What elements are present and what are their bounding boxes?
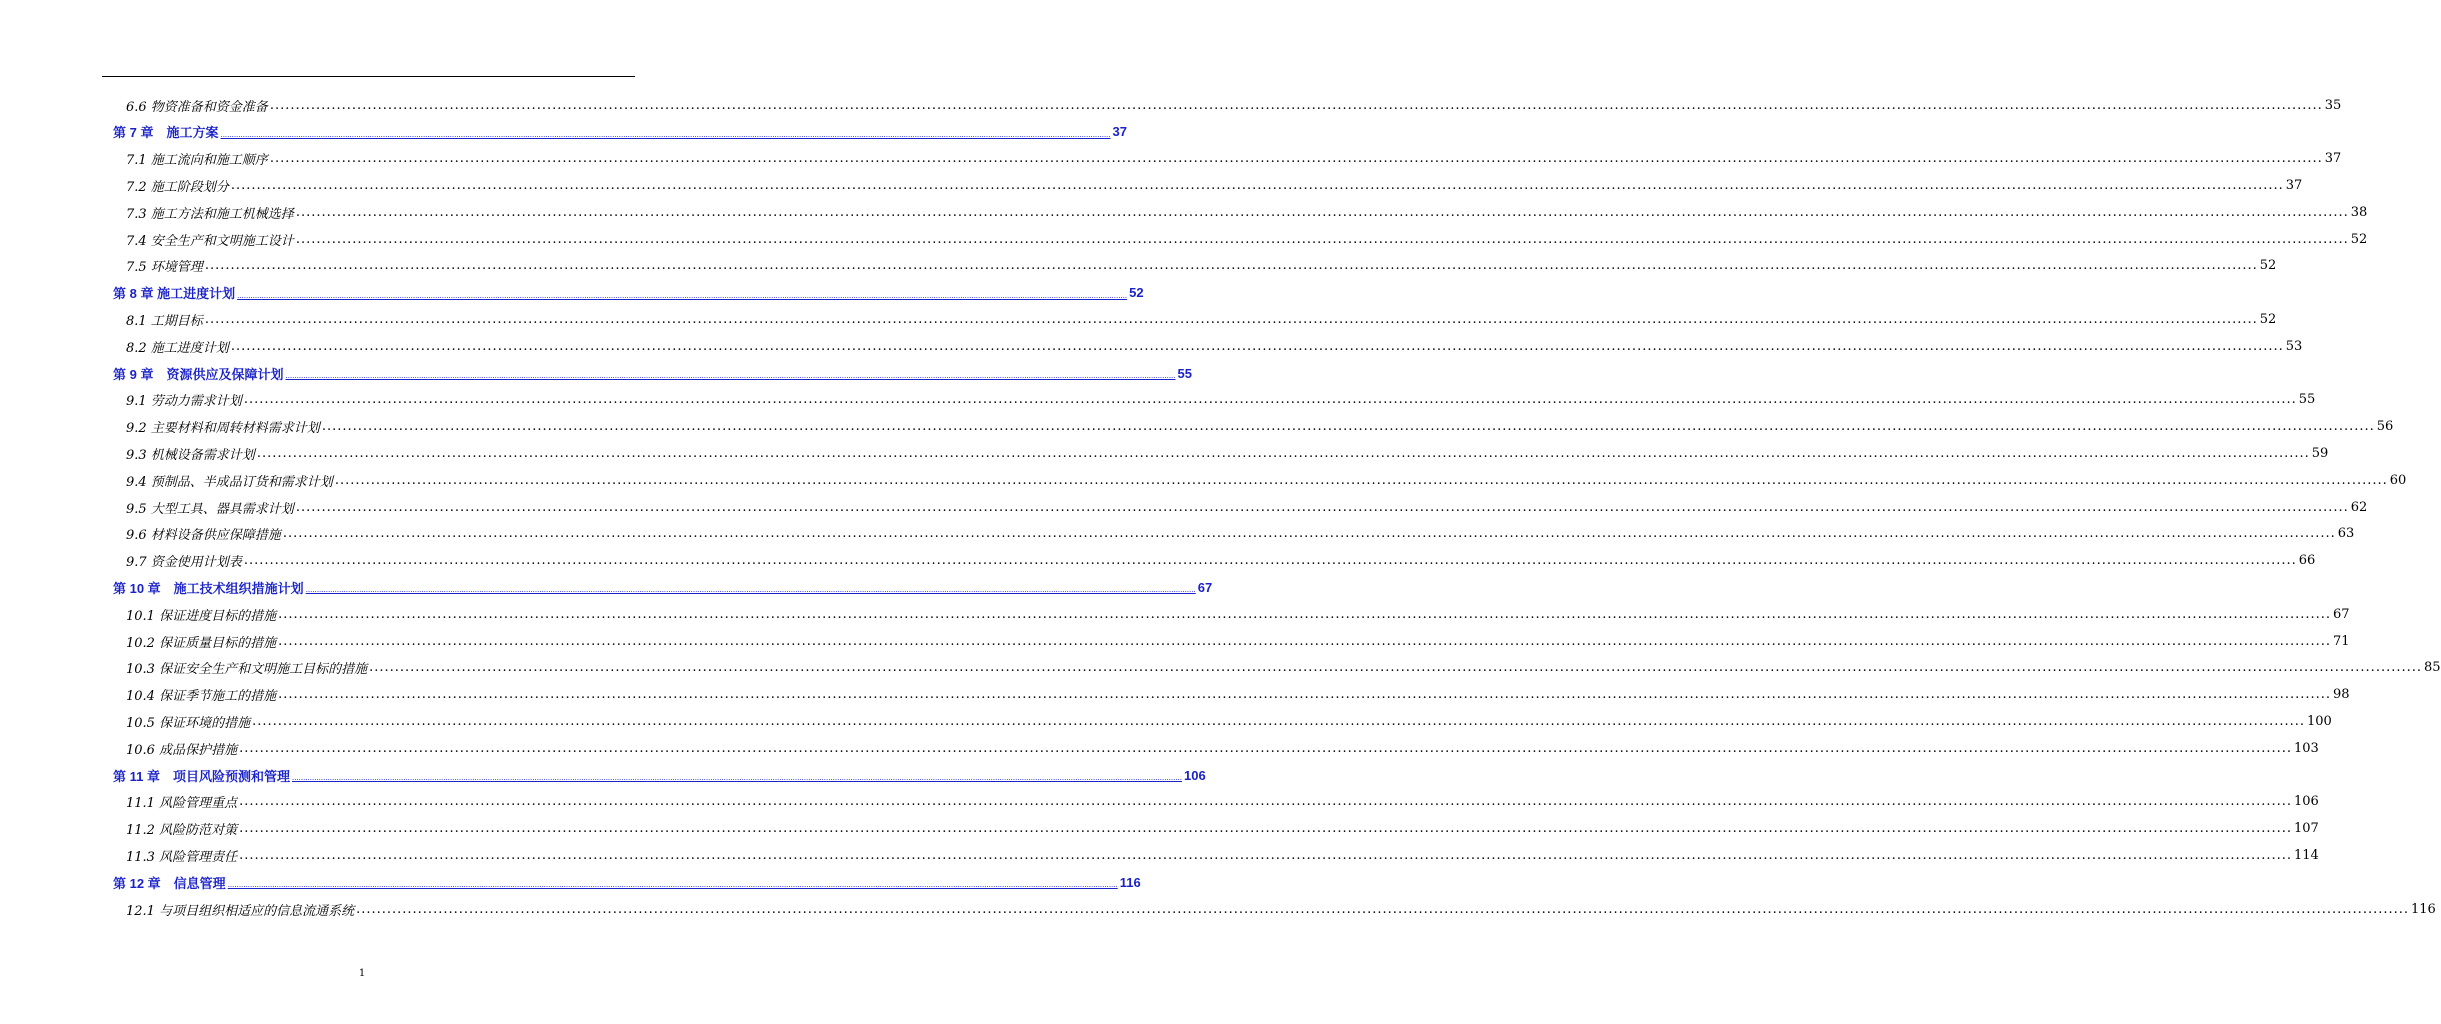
toc-entry-title: 第 9 章 资源供应及保障计划 [113, 366, 284, 382]
toc-dot-leader: ................................................................................................................................................................................................................................................................................................................................................................................................................ [285, 372, 1176, 380]
toc-entry-page: 52 [2259, 311, 2277, 327]
toc-entry-title: 第 11 章 项目风险预测和管理 [113, 768, 290, 784]
toc-chapter-entry[interactable] [113, 119, 1127, 145]
toc-dot-leader: ................................................................................................................................................................................................................................................................................................................................................................................................................ [256, 445, 2310, 461]
toc-entry-title: 9.4 预制品、半成品订货和需求计划 [126, 474, 333, 490]
toc-entry-page: 53 [2285, 338, 2303, 354]
toc-dot-leader: ................................................................................................................................................................................................................................................................................................................................................................................................................ [334, 472, 2388, 488]
toc-entry-title: 9.2 主要材料和周转材料需求计划 [126, 421, 320, 437]
toc-section-entry[interactable] [126, 842, 2319, 868]
toc-dot-leader: ................................................................................................................................................................................................................................................................................................................................................................................................................ [230, 338, 2284, 354]
toc-section-entry[interactable] [126, 601, 2350, 627]
toc-section-entry[interactable] [126, 226, 2368, 252]
toc-entry-title: 第 10 章 施工技术组织措施计划 [113, 580, 304, 596]
toc-chapter-entry[interactable] [113, 574, 1213, 600]
toc-section-entry[interactable] [126, 146, 2342, 172]
toc-dot-leader: ................................................................................................................................................................................................................................................................................................................................................................................................................ [369, 660, 2423, 676]
toc-entry-title: 11.3 风险管理责任 [126, 849, 238, 865]
toc-entry-title: 10.2 保证质量目标的措施 [126, 635, 277, 651]
toc-entry-page: 85 [2424, 660, 2441, 676]
toc-entry-page: 38 [2350, 204, 2368, 220]
toc-dot-leader: ................................................................................................................................................................................................................................................................................................................................................................................................................ [278, 633, 2332, 649]
toc-dot-leader: ................................................................................................................................................................................................................................................................................................................................................................................................................ [239, 740, 2293, 756]
toc-section-entry[interactable] [126, 440, 2329, 466]
toc-entry-title: 6.6 物资准备和资金准备 [126, 99, 268, 115]
toc-dot-leader: ................................................................................................................................................................................................................................................................................................................................................................................................................ [295, 231, 2349, 247]
toc-chapter-entry[interactable] [113, 762, 1206, 788]
toc-dot-leader: ................................................................................................................................................................................................................................................................................................................................................................................................................ [204, 258, 2258, 274]
toc-entry-title: 第 7 章 施工方案 [113, 125, 219, 141]
header-rule [102, 76, 635, 77]
toc-section-entry[interactable] [126, 628, 2350, 654]
toc-entry-title: 7.2 施工阶段划分 [126, 179, 229, 195]
toc-entry-title: 10.4 保证季节施工的措施 [126, 689, 277, 705]
toc-section-entry[interactable] [126, 789, 2319, 815]
toc-dot-leader: ................................................................................................................................................................................................................................................................................................................................................................................................................ [220, 130, 1111, 139]
toc-entry-title: 8.1 工期目标 [126, 313, 203, 329]
toc-entry-page: 37 [2324, 151, 2342, 167]
toc-entry-title: 7.4 安全生产和文明施工设计 [126, 233, 294, 249]
toc-entry-title: 10.6 成品保护措施 [126, 742, 238, 758]
toc-section-entry[interactable] [126, 655, 2441, 681]
toc-dot-leader: ................................................................................................................................................................................................................................................................................................................................................................................................................ [305, 586, 1196, 595]
toc-dot-leader: ................................................................................................................................................................................................................................................................................................................................................................................................................ [295, 204, 2349, 220]
toc-section-entry[interactable] [126, 494, 2368, 520]
toc-entry-page: 100 [2307, 713, 2332, 729]
toc-chapter-entry[interactable] [113, 869, 1141, 895]
toc-dot-leader: ................................................................................................................................................................................................................................................................................................................................................................................................................ [227, 881, 1118, 890]
toc-entry-page: 106 [1184, 767, 1206, 783]
toc-entry-page: 55 [1177, 365, 1192, 381]
toc-dot-leader: ................................................................................................................................................................................................................................................................................................................................................................................................................ [239, 794, 2293, 810]
toc-section-entry[interactable] [126, 92, 2342, 118]
toc-entry-page: 63 [2337, 526, 2355, 542]
toc-dot-leader: ................................................................................................................................................................................................................................................................................................................................................................................................................ [239, 847, 2293, 863]
toc-chapter-entry[interactable] [113, 360, 1192, 386]
toc-entry-page: 114 [2294, 847, 2319, 863]
toc-entry-title: 9.5 大型工具、器具需求计划 [126, 501, 294, 517]
toc-section-entry[interactable] [126, 306, 2277, 332]
toc-entry-page: 59 [2311, 445, 2329, 461]
toc-entry-title: 9.6 材料设备供应保障措施 [126, 528, 281, 544]
toc-entry-title: 11.1 风险管理重点 [126, 796, 238, 812]
toc-entry-title: 10.3 保证安全生产和文明施工目标的措施 [126, 662, 368, 678]
toc-dot-leader: ................................................................................................................................................................................................................................................................................................................................................................................................................ [230, 177, 2284, 193]
toc-entry-title: 11.2 风险防范对策 [126, 823, 238, 839]
toc-entry-page: 107 [2294, 821, 2319, 837]
toc-dot-leader: ................................................................................................................................................................................................................................................................................................................................................................................................................ [252, 713, 2306, 729]
toc-entry-page: 106 [2294, 794, 2319, 810]
toc-dot-leader: ................................................................................................................................................................................................................................................................................................................................................................................................................ [295, 499, 2349, 515]
toc-entry-page: 60 [2389, 472, 2407, 488]
toc-entry-page: 71 [2333, 633, 2350, 649]
toc-section-entry[interactable] [126, 682, 2350, 708]
toc-entry-title: 7.5 环境管理 [126, 260, 203, 276]
toc-dot-leader: ................................................................................................................................................................................................................................................................................................................................................................................................................ [356, 901, 2410, 917]
toc-entry-title: 第 12 章 信息管理 [113, 875, 226, 891]
toc-dot-leader: ................................................................................................................................................................................................................................................................................................................................................................................................................ [321, 419, 2375, 435]
toc-dot-leader: ................................................................................................................................................................................................................................................................................................................................................................................................................ [269, 97, 2323, 113]
toc-entry-page: 37 [2285, 177, 2303, 193]
toc-dot-leader: ................................................................................................................................................................................................................................................................................................................................................................................................................ [237, 291, 1128, 300]
toc-dot-leader: ................................................................................................................................................................................................................................................................................................................................................................................................................ [204, 311, 2258, 327]
toc-entry-page: 35 [2324, 97, 2342, 113]
toc-chapter-entry[interactable] [113, 280, 1144, 306]
toc-dot-leader: ................................................................................................................................................................................................................................................................................................................................................................................................................ [243, 553, 2297, 569]
toc-section-entry[interactable] [126, 896, 2436, 922]
toc-section-entry[interactable] [126, 172, 2303, 198]
toc-entry-title: 12.1 与项目组织相适应的信息流通系统 [126, 903, 355, 919]
toc-section-entry[interactable] [126, 387, 2316, 413]
toc-section-entry[interactable] [126, 735, 2319, 761]
toc-entry-page: 103 [2294, 740, 2319, 756]
toc-entry-page: 98 [2333, 687, 2350, 703]
toc-entry-title: 7.3 施工方法和施工机械选择 [126, 206, 294, 222]
toc-dot-leader: ................................................................................................................................................................................................................................................................................................................................................................................................................ [291, 774, 1183, 782]
toc-entry-page: 37 [1112, 124, 1127, 140]
toc-section-entry[interactable] [126, 333, 2303, 359]
toc-section-entry[interactable] [126, 816, 2319, 842]
toc-entry-page: 52 [2259, 258, 2277, 274]
toc-entry-page: 67 [1197, 579, 1213, 595]
toc-entry-page: 56 [2376, 419, 2394, 435]
toc-section-entry[interactable] [126, 548, 2316, 574]
toc-dot-leader: ................................................................................................................................................................................................................................................................................................................................................................................................................ [269, 151, 2323, 167]
toc-entry-title: 8.2 施工进度计划 [126, 340, 229, 356]
toc-entry-page: 55 [2298, 392, 2316, 408]
toc-entry-page: 52 [1129, 285, 1144, 301]
toc-section-entry[interactable] [126, 521, 2355, 547]
page-number: 1 [358, 968, 366, 979]
toc-section-entry[interactable] [126, 414, 2394, 440]
toc-entry-title: 10.1 保证进度目标的措施 [126, 608, 277, 624]
toc-entry-title: 9.1 劳动力需求计划 [126, 394, 242, 410]
toc-section-entry[interactable] [126, 199, 2368, 225]
toc-section-entry[interactable] [126, 253, 2277, 279]
toc-dot-leader: ................................................................................................................................................................................................................................................................................................................................................................................................................ [282, 526, 2336, 542]
toc-dot-leader: ................................................................................................................................................................................................................................................................................................................................................................................................................ [243, 392, 2297, 408]
toc-entry-page: 67 [2333, 606, 2350, 622]
toc-dot-leader: ................................................................................................................................................................................................................................................................................................................................................................................................................ [239, 821, 2293, 837]
toc-dot-leader: ................................................................................................................................................................................................................................................................................................................................................................................................................ [278, 606, 2332, 622]
toc-entry-page: 66 [2298, 553, 2316, 569]
toc-entry-page: 62 [2350, 499, 2368, 515]
toc-entry-title: 7.1 施工流向和施工顺序 [126, 153, 268, 169]
toc-entry-page: 52 [2350, 231, 2368, 247]
toc-section-entry[interactable] [126, 467, 2407, 493]
toc-entry-page: 116 [1119, 874, 1141, 890]
toc-entry-title: 第 8 章 施工进度计划 [113, 286, 236, 302]
toc-entry-page: 116 [2411, 901, 2436, 917]
toc-entry-title: 10.5 保证环境的措施 [126, 715, 251, 731]
toc-dot-leader: ................................................................................................................................................................................................................................................................................................................................................................................................................ [278, 687, 2332, 703]
toc-section-entry[interactable] [126, 708, 2332, 734]
toc-entry-title: 9.3 机械设备需求计划 [126, 447, 255, 463]
toc-entry-title: 9.7 资金使用计划表 [126, 555, 242, 571]
